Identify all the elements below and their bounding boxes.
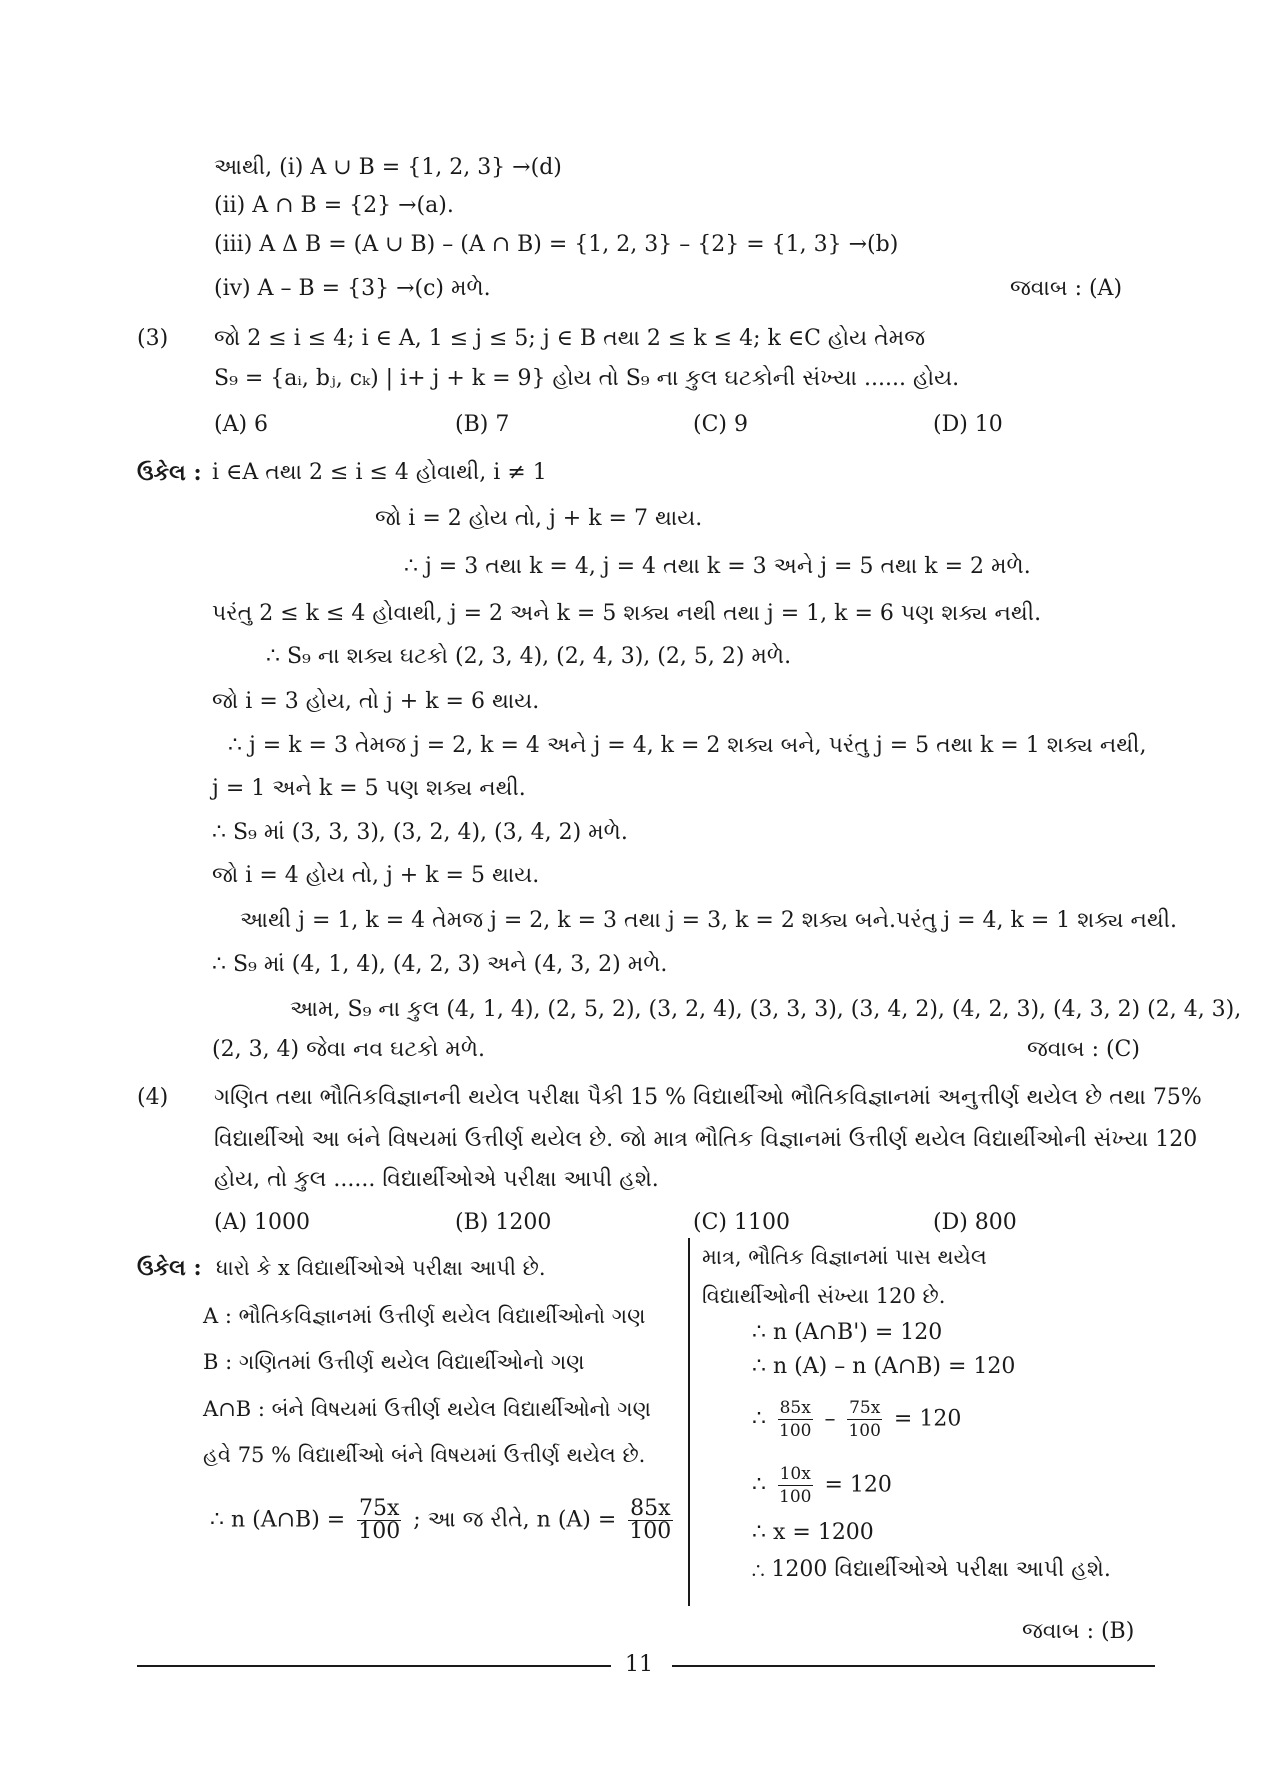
q3-number: (3) <box>137 326 169 351</box>
q4-option-d: (D) 800 <box>933 1210 1017 1235</box>
fraction: $\frac{85x}{100}$ <box>779 1398 812 1441</box>
q3-sol-14: (2, 3, 4) જેવા નવ ઘટકો મળે. <box>212 1037 485 1062</box>
q4-option-b: (B) 1200 <box>455 1210 552 1235</box>
q4-right-7: ∴ x = 1200 <box>752 1520 874 1545</box>
q3-sol-1: i ∈A તથા 2 ≤ i ≤ 4 હોવાથી, i ≠ 1 <box>212 460 547 485</box>
column-divider <box>688 1238 690 1606</box>
q2-answer: જવાબ : (A) <box>1010 276 1123 301</box>
q4-right-1: માત્ર, ભૌતિક વિજ્ઞાનમાં પાસ થયેલ <box>702 1245 987 1269</box>
q4-left-6 <box>210 1498 677 1543</box>
q4-answer: જવાબ : (B) <box>1022 1619 1135 1644</box>
fraction: $\frac{10x}{100}$ <box>779 1464 812 1507</box>
q3-sol-13: આમ, S₉ ના કુલ (4, 1, 4), (2, 5, 2), (3, 2, 4), (3, 3, 3), (3, 4, 2), (4, 2, 3), (4, 3, 2) (2, 4, 3), <box>290 997 1242 1022</box>
q3-line-1: જો 2 ≤ i ≤ 4; i ∈ A, 1 ≤ j ≤ 5; j ∈ B તથા 2 ≤ k ≤ 4; k ∈C હોય તેમજ <box>214 326 926 351</box>
q4-solution-label: ઉકેલ : <box>137 1255 202 1281</box>
q4-left-5: હવે 75 % વિદ્યાર્થીઓ બંને વિષયમાં ઉત્તીર્ણ થયેલ છે. <box>203 1443 646 1467</box>
q4-left-2: A : ભૌતિકવિજ્ઞાનમાં ઉત્તીર્ણ થયેલ વિદ્યાર્થીઓનો ગણ <box>203 1304 646 1328</box>
q4-right-6: ∴ $\frac{10x}{100}$ = 120 <box>752 1464 892 1507</box>
q4-right-2: વિદ્યાર્થીઓની સંખ્યા 120 છે. <box>702 1284 946 1308</box>
q3-solution-label: ઉકેલ : <box>137 460 202 486</box>
q4-number: (4) <box>137 1085 169 1110</box>
q3-sol-11: આથી j = 1, k = 4 તેમજ j = 2, k = 3 તથા j = 3, k = 2 શક્ય બને.પરંતુ j = 4, k = 1 શક્ય નથી. <box>240 908 1177 933</box>
q4-option-a: (A) 1000 <box>214 1210 311 1235</box>
q3-sol-3: ∴ j = 3 તથા k = 4, j = 4 તથા k = 3 અને j = 5 તથા k = 2 મળે. <box>404 554 1031 579</box>
q4-left-6b: ; આ જ રીતે, n (A) = <box>413 1507 624 1533</box>
q3-option-c: (C) 9 <box>693 412 748 437</box>
q3-sol-4: પરંતુ 2 ≤ k ≤ 4 હોવાથી, j = 2 અને k = 5 શક્ય નથી તથા j = 1, k = 6 પણ શક્ય નથી. <box>212 601 1042 626</box>
q3-sol-2: જો i = 2 હોય તો, j + k = 7 થાય. <box>375 506 703 531</box>
q3-sol-6: જો i = 3 હોય, તો j + k = 6 થાય. <box>212 689 540 714</box>
q4-option-c: (C) 1100 <box>693 1210 790 1235</box>
q4-left-3: B : ગણિતમાં ઉત્તીર્ણ થયેલ વિદ્યાર્થીઓનો ગણ <box>203 1350 585 1374</box>
q4-left-6a: ∴ n (A∩B) = <box>210 1507 353 1533</box>
page-number: 11 <box>0 1652 1278 1677</box>
q3-sol-5: ∴ S₉ ના શક્ય ઘટકો (2, 3, 4), (2, 4, 3), (2, 5, 2) મળે. <box>266 644 792 669</box>
q3-option-b: (B) 7 <box>455 412 510 437</box>
q3-option-d: (D) 10 <box>933 412 1003 437</box>
q4-line-2: વિદ્યાર્થીઓ આ બંને વિષયમાં ઉત્તીર્ણ થયેલ છે. જો માત્ર ભૌતિક વિજ્ઞાનમાં ઉત્તીર્ણ થયેલ વિદ્યાર્થીઓની સંખ્યા 120 <box>214 1127 1198 1152</box>
q4-left-1: ધારો કે x વિદ્યાર્થીઓએ પરીક્ષા આપી છે. <box>216 1256 546 1280</box>
q2-line-3: (iii) A Δ B = (A ∪ B) – (A ∩ B) = {1, 2, 3} – {2} = {1, 3} →(b) <box>214 232 899 257</box>
q3-answer: જવાબ : (C) <box>1027 1037 1140 1062</box>
q3-sol-8: j = 1 અને k = 5 પણ શક્ય નથી. <box>212 776 526 801</box>
q3-line-2: S₉ = {aᵢ, bⱼ, cₖ) | i+ j + k = 9} હોય તો S₉ ના કુલ ઘટકોની સંખ્યા ...... હોય. <box>214 366 960 391</box>
q4-line-3: હોય, તો કુલ ...... વિદ્યાર્થીઓએ પરીક્ષા આપી હશે. <box>214 1167 659 1192</box>
q4-left-4: A∩B : બંને વિષયમાં ઉત્તીર્ણ થયેલ વિદ્યાર્થીઓનો ગણ <box>203 1397 651 1421</box>
q2-line-2: (ii) A ∩ B = {2} →(a). <box>214 193 454 218</box>
q3-sol-10: જો i = 4 હોય તો, j + k = 5 થાય. <box>212 863 540 888</box>
q3-sol-7: ∴ j = k = 3 તેમજ j = 2, k = 4 અને j = 4, k = 2 શક્ય બને, પરંતુ j = 5 તથા k = 1 શક્ય નથી, <box>228 733 1147 758</box>
q4-right-8: ∴ 1200 વિદ્યાર્થીઓએ પરીક્ષા આપી હશે. <box>752 1557 1111 1582</box>
q4-right-5: ∴ $\frac{85x}{100}$ – $\frac{75x}{100}$ = 120 <box>752 1398 962 1441</box>
fraction: $\frac{75x}{100}$ <box>358 1496 401 1544</box>
q4-right-3: ∴ n (A∩B') = 120 <box>752 1320 943 1345</box>
q4-right-4: ∴ n (A) – n (A∩B) = 120 <box>752 1354 1016 1379</box>
q4-line-1: ગણિત તથા ભૌતિકવિજ્ઞાનની થયેલ પરીક્ષા પૈકી 15 % વિદ્યાર્થીઓ ભૌતિકવિજ્ઞાનમાં અનુત્તીર્ણ થયેલ છે તથા 75% <box>214 1085 1202 1110</box>
fraction: $\frac{75x}{100}$ <box>848 1398 881 1441</box>
fraction: $\frac{85x}{100}$ <box>629 1496 672 1544</box>
q3-option-a: (A) 6 <box>214 412 269 437</box>
q3-sol-12: ∴ S₉ માં (4, 1, 4), (4, 2, 3) અને (4, 3, 2) મળે. <box>212 952 668 977</box>
q2-line-1: આથી, (i) A ∪ B = {1, 2, 3} →(d) <box>214 155 562 180</box>
q3-sol-9: ∴ S₉ માં (3, 3, 3), (3, 2, 4), (3, 4, 2) મળે. <box>212 820 628 845</box>
q2-line-4: (iv) A – B = {3} →(c) મળે. <box>214 276 491 301</box>
